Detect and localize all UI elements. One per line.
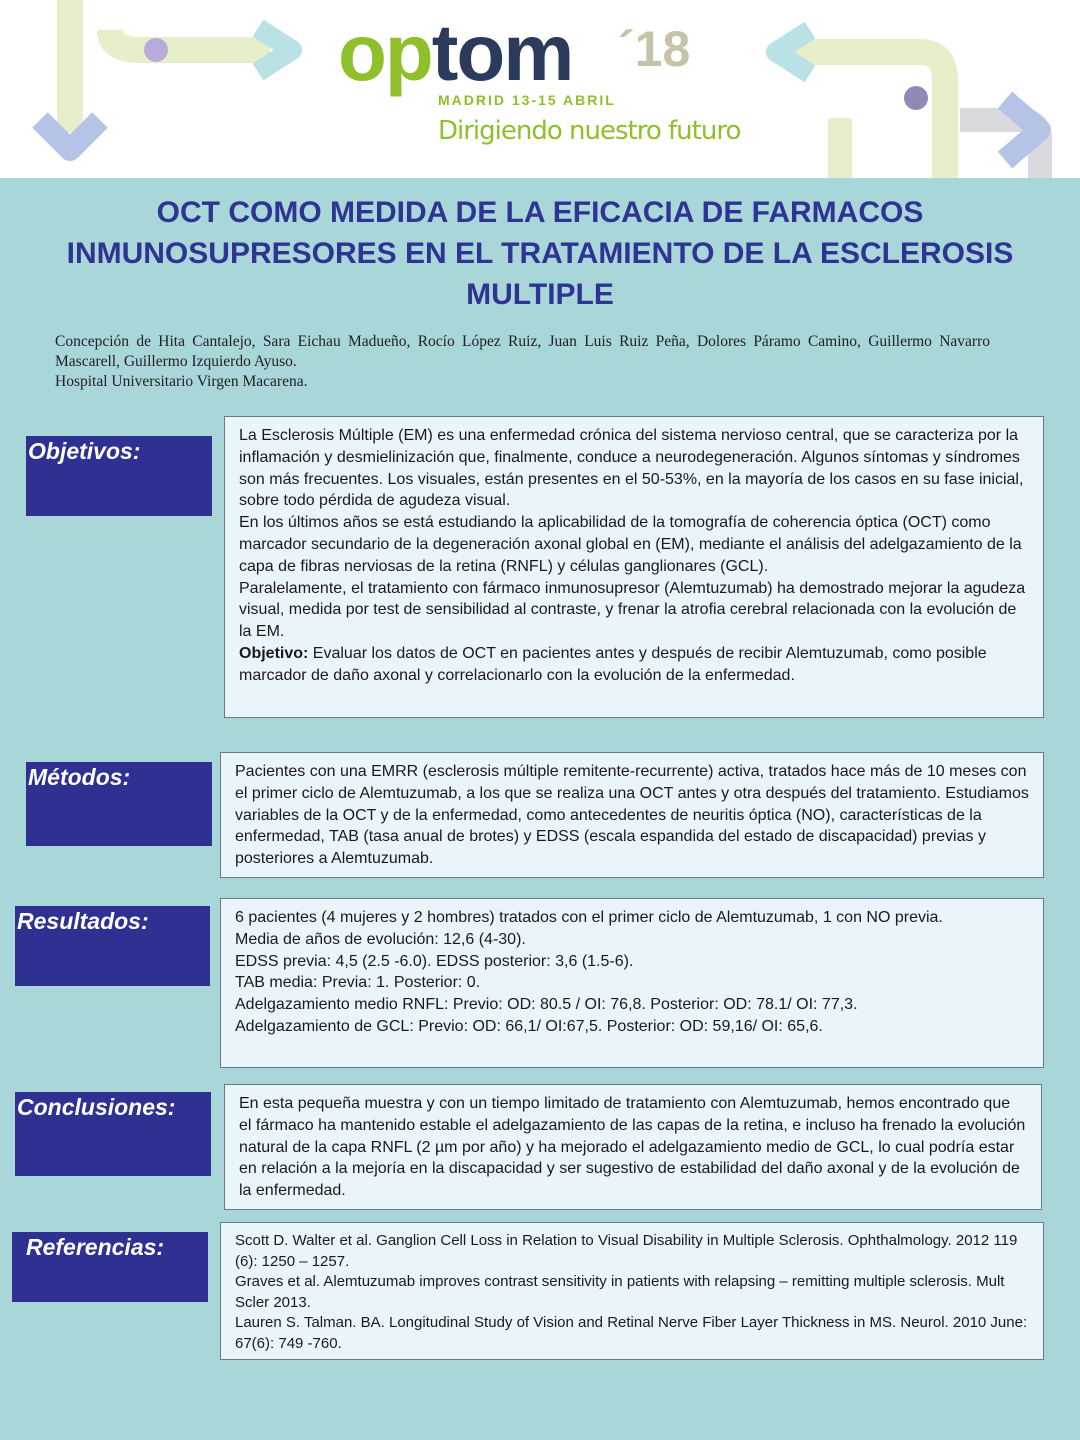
resultados-line: 6 pacientes (4 mujeres y 2 hombres) tratados con el primer ciclo de Alemtuzumab, 1 con NO previa. <box>235 909 943 926</box>
resultados-line: Media de años de evolución: 12,6 (4-30). <box>235 930 526 948</box>
section-box-metodos <box>220 752 1044 878</box>
section-label-objetivos: Objetivos: <box>26 436 212 516</box>
metodos-text: Pacientes con una EMRR (esclerosis múltiple remitente-recurrente) activa, tratados hace más de 10 meses con el primer ciclo de Alemtuzumab, a los que se realiza una OCT antes y otra después del tratamiento. Estudiamos variables de la OCT y de la enfermedad, como antecedentes de neuritis óptica (NO), características de la enfermedad, TAB (tasa anual de brotes) y EDSS (escala espandida del estado de discapacidad) previas y posteriores a Alemtuzumab. <box>235 763 1029 868</box>
objetivos-paragraph: Paralelamente, el tratamiento con fármaco inmunosupresor (Alemtuzumab) ha demostrado mejorar la agudeza visual, medida por test de sensibilidad al contraste, y frenar la atrofia cerebral relacionada con la evolución de la EM. <box>239 579 1026 641</box>
conclusiones-text: En esta pequeña muestra y con un tiempo limitado de tratamiento con Alemtuzumab, hemos encontrado que el fármaco ha mantenido estable el adelgazamiento de las capas de la retina, e incluso ha frenado la evolución natural de la capa RNFL (2 µm por año) y ha mejorado el adelgazamiento medio de GCL, lo cual podría estar en relación a la mejoría en la discapacidad y ser sugestivo de estabilidad del daño axonal y de la evolución de la enfermedad. <box>239 1095 1026 1200</box>
reference-item: Scott D. Walter et al. Ganglion Cell Loss in Relation to Visual Disability in Multiple Sclerosis. Ophthalmology. 2012 119 (6): 1250 – 1257. <box>235 1232 1018 1270</box>
poster-title: OCT COMO MEDIDA DE LA EFICACIA DE FARMACOS INMUNOSUPRESORES EN EL TRATAMIENTO DE LA ESCLEROSIS MULTIPLE <box>66 196 1014 311</box>
resultados-line: EDSS previa: 4,5 (2.5 -6.0). EDSS posterior: 3,6 (1.5-6). <box>235 952 634 970</box>
reference-item: Lauren S. Talman. BA. Longitudinal Study of Vision and Retinal Nerve Fiber Layer Thickness in MS. Neurol. 2010 June: 67(6): 749 -760. <box>235 1314 1028 1352</box>
header-banner <box>0 0 1080 178</box>
section-label-referencias: Referencias: <box>12 1232 208 1302</box>
logo-location: MADRID 13-15 ABRIL <box>438 92 616 108</box>
section-label-resultados: Resultados: <box>15 906 210 986</box>
logo-wordmark: optom <box>338 8 573 97</box>
section-box-objetivos <box>224 416 1044 718</box>
section-box-resultados <box>220 898 1044 1068</box>
section-box-conclusiones <box>224 1084 1042 1210</box>
hospital-name: Hospital Universitario Virgen Macarena. <box>55 373 308 390</box>
author-names: Concepción de Hita Cantalejo, Sara Eichau Madueño, Rocío López Ruiz, Juan Luis Ruiz Peña, Dolores Páramo Camino, Guillermo Navarro Mascarell, Guillermo Izquierdo Ayuso. <box>55 333 990 370</box>
resultados-line: Adelgazamiento de GCL: Previo: OD: 66,1/ OI:67,5. Posterior: OD: 59,16/ OI: 65,6. <box>235 1017 823 1035</box>
authors-block <box>55 332 990 392</box>
objetivo-text: Evaluar los datos de OCT en pacientes antes y después de recibir Alemtuzumab, como posible marcador de daño axonal y correlacionarlo con la evolución de la enfermedad. <box>239 644 987 684</box>
resultados-line: TAB media: Previa: 1. Posterior: 0. <box>235 974 481 992</box>
section-label-metodos: Métodos: <box>26 762 212 846</box>
objetivos-paragraph: La Esclerosis Múltiple (EM) es una enfermedad crónica del sistema nervioso central, que se caracteriza por la inflamación y desmielinización que, finalmente, conduce a neurodegeneración. Algunos síntomas y síndromes son más frecuentes. Los visuales, están presentes en el 50-53%, en la mayoría de los casos en su fase inicial, sobre todo pérdida de agudeza visual. <box>239 427 1024 510</box>
reference-item: Graves et al. Alemtuzumab improves contrast sensitivity in patients with relapsing – remitting multiple sclerosis. Mult Scler 2013. <box>235 1273 1005 1311</box>
logo-tagline: Dirigiendo nuestro futuro <box>438 116 741 146</box>
objetivo-statement <box>239 643 1029 687</box>
logo-year: ´18 <box>618 21 691 77</box>
section-label-conclusiones: Conclusiones: <box>15 1092 211 1176</box>
resultados-line: Adelgazamiento medio RNFL: Previo: OD: 80.5 / OI: 76,8. Posterior: OD: 78.1/ OI: 77,3. <box>235 996 858 1014</box>
objetivos-paragraph: En los últimos años se está estudiando la aplicabilidad de la tomografía de coherencia óptica (OCT) como marcador secundario de la degeneración axonal global en (EM), mediante el análisis del adelgazamiento de la capa de fibras nerviosas de la retina (RNFL) y células ganglionares (GCL). <box>239 514 1022 575</box>
objetivo-label: Objetivo: <box>239 644 309 662</box>
section-box-referencias <box>220 1222 1044 1360</box>
